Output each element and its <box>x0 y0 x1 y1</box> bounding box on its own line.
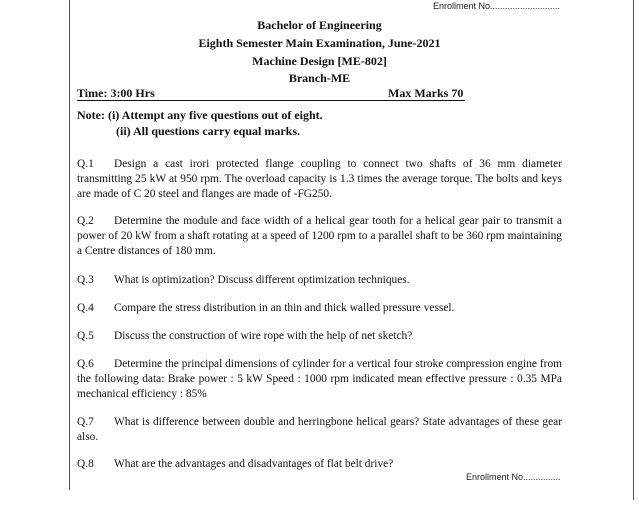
question-text: Design a cast irori protected flange coupling to connect two shafts of 36 mm diameter transmitting 25 kW at 950 rpm. The overload capacity is 1.3 times the average torque. The bolts and keys are made of C 20 steel and flanges are made of -FG250. <box>77 158 562 200</box>
exam-time: Time: 3:00 Hrs <box>77 86 155 100</box>
question-3 <box>77 273 562 288</box>
question-text: What are the advantages and disadvantages of flat belt drive? <box>114 458 394 470</box>
question-number: Q.6 <box>77 358 94 370</box>
question-number: Q.3 <box>77 274 94 286</box>
question-4 <box>77 301 562 316</box>
header-rule <box>77 100 465 101</box>
question-text: Determine the principal dimensions of cylinder for a vertical four stroke compression engine from the following data: Brake power : 5 kW Speed : 1000 rpm indicated mean effective pressure : 0.35 MPa mechanical efficiency : 85% <box>77 358 562 400</box>
note-line-2: (ii) All questions carry equal marks. <box>116 124 301 138</box>
question-number: Q.8 <box>77 458 94 470</box>
subject-title: Machine Design [ME-802] <box>252 54 387 68</box>
question-number: Q.7 <box>77 416 94 428</box>
question-text: Discuss the construction of wire rope with the help of net sketch? <box>114 330 413 342</box>
question-text: Compare the stress distribution in an thin and thick walled pressure vessel. <box>114 302 455 314</box>
question-8 <box>77 457 562 472</box>
branch-title: Branch-ME <box>288 71 351 85</box>
question-2 <box>77 214 562 259</box>
degree-title: Bachelor of Engineering <box>257 18 382 32</box>
note-line-1: Note: (i) Attempt any five questions out of eight. <box>77 108 323 122</box>
question-6 <box>77 357 562 402</box>
enrollment-number-top: Enrollment No............................ <box>433 1 561 11</box>
question-text: Determine the module and face width of a helical gear tooth for a helical gear pair to transmit a power of 20 kW from a shaft rotating at a speed of 1200 rpm to a parallel shaft to be 360 rpm maintaining a Centre distances of 180 mm. <box>77 215 562 257</box>
question-number: Q.2 <box>77 215 94 227</box>
exam-title: Eighth Semester Main Examination, June-2021 <box>198 36 441 50</box>
max-marks: Max Marks 70 <box>388 86 464 100</box>
question-1 <box>77 157 562 202</box>
question-number: Q.5 <box>77 330 94 342</box>
question-number: Q.4 <box>77 302 94 314</box>
question-text: What is optimization? Discuss different optimization techniques. <box>114 274 410 286</box>
question-text: What is difference between double and herringbone helical gears? State advantages of these gear also. <box>77 416 562 443</box>
enrollment-number-bottom: Enrollment No............... <box>466 472 561 482</box>
question-5 <box>77 329 562 344</box>
question-7 <box>77 415 562 445</box>
question-number: Q.1 <box>77 158 94 170</box>
